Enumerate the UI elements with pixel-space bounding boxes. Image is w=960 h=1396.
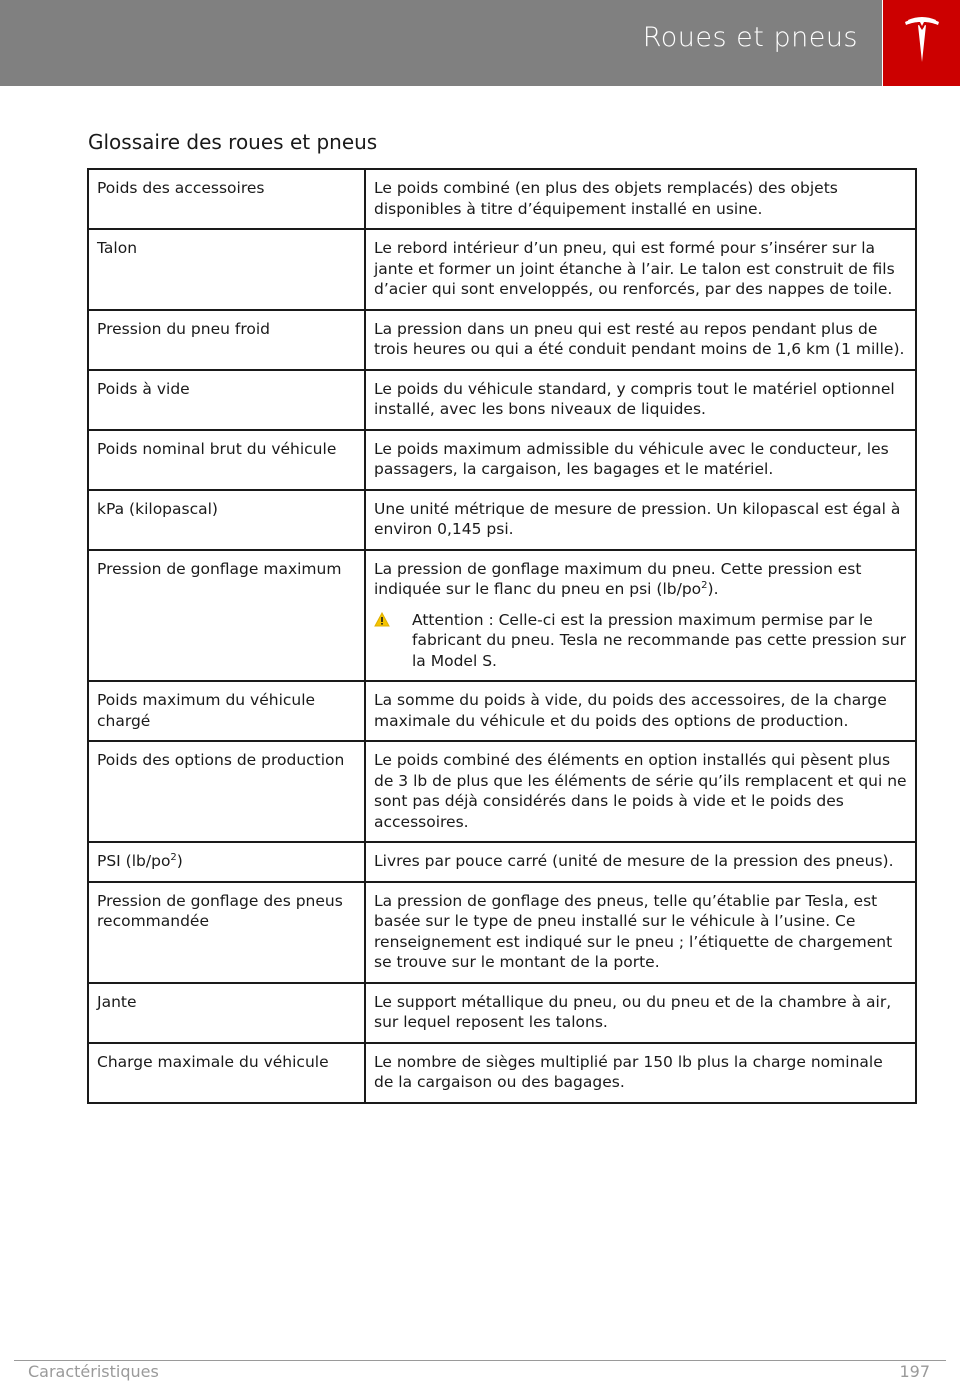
definition-cell: Une unité métrique de mesure de pression. Un kilopascal est égal à environ 0,145 psi.: [365, 490, 916, 550]
table-row: [88, 229, 916, 310]
tesla-logo-icon: [903, 16, 941, 66]
footer-section: Caractéristiques: [28, 1362, 159, 1381]
table-row: [88, 983, 916, 1043]
definition-cell: Le poids du véhicule standard, y compris tout le matériel optionnel installé, avec les bons niveaux de liquides.: [365, 370, 916, 430]
term-cell: Poids nominal brut du véhicule: [88, 430, 365, 490]
table-row: [88, 310, 916, 370]
glossary-table: [87, 168, 917, 1104]
warning-text: Attention : Celle-ci est la pression maximum permise par le fabricant du pneu. Tesla ne recommande pas cette pression sur la Model S.: [412, 610, 907, 670]
table-row: [88, 882, 916, 983]
table-row: [88, 741, 916, 842]
table-row: [88, 370, 916, 430]
header-bar: [0, 0, 882, 86]
logo-box: [883, 0, 960, 86]
definition-cell: La somme du poids à vide, du poids des accessoires, de la charge maximale du véhicule et du poids des options de production.: [365, 681, 916, 741]
superscript: 2: [170, 851, 177, 863]
term-cell: Pression du pneu froid: [88, 310, 365, 370]
table-row: [88, 1043, 916, 1103]
definition-cell: [365, 550, 916, 682]
definition-text: La pression de gonflage maximum du pneu. Cette pression est indiquée sur le flanc du pneu en psi (lb/po: [374, 559, 862, 598]
section-title: Glossaire des roues et pneus: [88, 130, 378, 154]
definition-cell: Livres par pouce carré (unité de mesure de la pression des pneus).: [365, 842, 916, 882]
term-cell: Charge maximale du véhicule: [88, 1043, 365, 1103]
definition-cell: La pression dans un pneu qui est resté au repos pendant plus de trois heures ou qui a été conduit pendant moins de 1,6 km (1 mille).: [365, 310, 916, 370]
term-cell: Poids des options de production: [88, 741, 365, 842]
term-cell: Talon: [88, 229, 365, 310]
definition-cell: Le poids maximum admissible du véhicule avec le conducteur, les passagers, la cargaison, les bagages et le matériel.: [365, 430, 916, 490]
table-row: [88, 550, 916, 682]
table-row: [88, 842, 916, 882]
definition-cell: Le poids combiné des éléments en option installés qui pèsent plus de 3 lb de plus que les éléments de série qu’ils remplacent et qui ne sont pas déjà considérés dans le poids à vide et le poids des accessoires.: [365, 741, 916, 842]
definition-cell: Le rebord intérieur d’un pneu, qui est formé pour s’insérer sur la jante et former un joint étanche à l’air. Le talon est construit de fils d’acier qui sont enveloppés, ou renforcés, par des nappes de toile.: [365, 229, 916, 310]
term-cell: Pression de gonflage maximum: [88, 550, 365, 682]
term-cell: Poids maximum du véhicule chargé: [88, 681, 365, 741]
term-cell: kPa (kilopascal): [88, 490, 365, 550]
footer-divider: [14, 1360, 946, 1361]
definition-cell: Le poids combiné (en plus des objets remplacés) des objets disponibles à titre d’équipement installé en usine.: [365, 169, 916, 229]
definition-cell: Le nombre de sièges multiplié par 150 lb plus la charge nominale de la cargaison ou des bagages.: [365, 1043, 916, 1103]
definition-text-end: ).: [707, 580, 719, 598]
definition-cell: La pression de gonflage des pneus, telle qu’établie par Tesla, est basée sur le type de pneu installé sur le véhicule à l’usine. Ce renseignement est indiqué sur le pneu ; l’étiquette de chargement se trouve sur le montant de la porte.: [365, 882, 916, 983]
term-cell: Pression de gonflage des pneus recommandée: [88, 882, 365, 983]
term-cell: Poids à vide: [88, 370, 365, 430]
page-number: 197: [899, 1362, 930, 1381]
term-text: PSI (lb/po: [97, 852, 171, 870]
term-cell: [88, 842, 365, 882]
table-row: [88, 430, 916, 490]
term-cell: Jante: [88, 983, 365, 1043]
definition-cell: Le support métallique du pneu, ou du pneu et de la chambre à air, sur lequel reposent les talons.: [365, 983, 916, 1043]
table-row: [88, 681, 916, 741]
table-row: [88, 169, 916, 229]
term-cell: Poids des accessoires: [88, 169, 365, 229]
term-text-end: ): [176, 852, 183, 870]
page-title: Roues et pneus: [642, 22, 858, 53]
warning-triangle-icon: [374, 610, 412, 672]
table-row: [88, 490, 916, 550]
superscript: 2: [701, 579, 708, 591]
warning-note: [374, 610, 907, 672]
